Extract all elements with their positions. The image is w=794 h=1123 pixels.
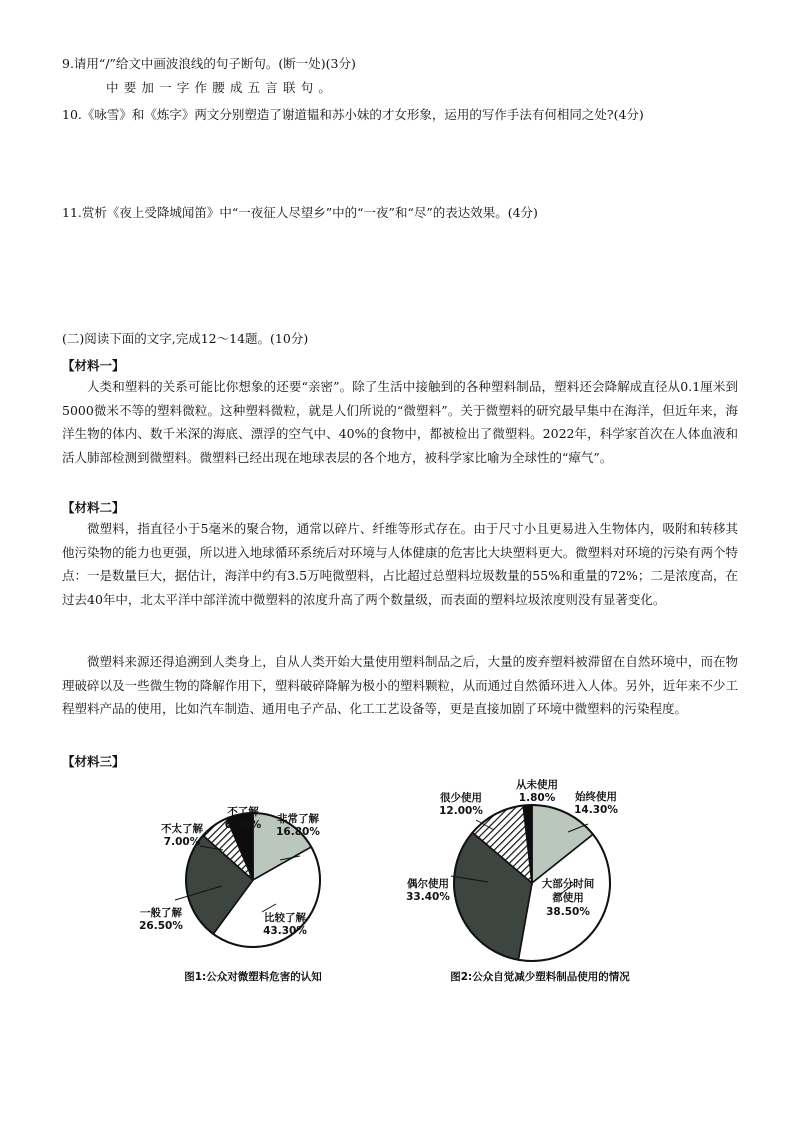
slice-label: 很少使用 bbox=[440, 792, 482, 804]
slice-value: 12.00% bbox=[439, 805, 483, 817]
slice-value: 7.00% bbox=[163, 836, 201, 848]
material-3-heading: 【材料三】 bbox=[62, 754, 125, 769]
slice-label: 一般了解 bbox=[140, 907, 182, 919]
slice-label: 不了解 bbox=[227, 806, 259, 818]
slice-label: 非常了解 bbox=[277, 813, 319, 825]
question-11: 11.赏析《夜上受降城闻笛》中“一夜征人尽望乡”中的“一夜”和“尽”的表达效果。(4分) bbox=[62, 205, 538, 220]
material-1-paragraph: 人类和塑料的关系可能比你想象的还要“亲密”。除了生活中接触到的各种塑料制品，塑料还会降解成直径从0.1厘米到5000微米不等的塑料微粒。这种塑料微粒，就是人们所说的“微塑料”。关于微塑料的研究最早集中在海洋，但近年来，海洋生物的体内、数千米深的海底、漂浮的空气中、40%的食物中，都被检出了微塑料。2022年，科学家首次在人体血液和活人肺部检测到微塑料。微塑料已经出现在地球表层的各个地方，被科学家比喻为全球性的“瘴气”。 bbox=[62, 379, 738, 465]
slice-label: 大部分时间 bbox=[541, 878, 595, 890]
question-10: 10.《咏雪》和《炼字》两文分别塑造了谢道韫和苏小妹的才女形象，运用的写作手法有何相同之处?(4分) bbox=[62, 107, 644, 122]
slice-label: 偶尔使用 bbox=[407, 878, 449, 890]
slice-value: 38.50% bbox=[546, 906, 590, 918]
slice-value: 14.30% bbox=[574, 804, 618, 816]
slice-label: 始终使用 bbox=[575, 791, 617, 803]
slice-value: 16.80% bbox=[276, 826, 320, 838]
chart-title: 图1:公众对微塑料危害的认知 bbox=[184, 971, 322, 983]
slice-label: 不太了解 bbox=[161, 823, 203, 835]
material-2-paragraph-2: 微塑料来源还得追溯到人类身上，自从人类开始大量使用塑料制品之后，大量的废弃塑料被滞留在自然环境中，而在物理破碎以及一些微生物的降解作用下，塑料破碎降解为极小的塑料颗粒，从而通过自然循环进入人体。另外，近年来不少工程塑料产品的使用，比如汽车制造、通用电子产品、化工工艺设备等，更是直接加剧了环境中微塑料的污染程度。 bbox=[62, 654, 738, 716]
chart-title: 图2:公众自觉减少塑料制品使用的情况 bbox=[450, 971, 630, 983]
slice-value: 1.80% bbox=[518, 792, 556, 804]
slice-value: 33.40% bbox=[406, 891, 450, 903]
slice-value: 6.40% bbox=[224, 819, 262, 831]
slice-value: 43.30% bbox=[263, 925, 307, 937]
material-2-paragraph-1: 微塑料，指直径小于5毫米的聚合物，通常以碎片、纤维等形式存在。由于尺寸小且更易进入生物体内，吸附和转移其他污染物的能力也更强，所以进入地球循环系统后对环境与人体健康的危害比大块塑料更大。微塑料对环境的污染有两个特点：一是数量巨大，据估计，海洋中约有3.5万吨微塑料，占比超过总塑料垃圾数量的55%和重量的72%；二是浓度高，在过去40年中，北太平洋中部洋流中微塑料的浓度升高了两个数量级，而表面的塑料垃圾浓度则没有显著变化。 bbox=[62, 521, 738, 607]
question-9-sentence: 中要加一字作腰成五言联句。 bbox=[106, 80, 337, 95]
section-2-title: (二)阅读下面的文字,完成12～14题。(10分) bbox=[62, 331, 309, 346]
question-9: 9.请用“/”给文中画波浪线的句子断句。(断一处)(3分) bbox=[62, 56, 356, 71]
slice-value: 26.50% bbox=[139, 920, 183, 932]
slice-label: 都使用 bbox=[552, 892, 584, 904]
material-2-heading: 【材料二】 bbox=[62, 500, 125, 515]
material-1-heading: 【材料一】 bbox=[62, 358, 125, 373]
slice-label: 比较了解 bbox=[264, 912, 306, 924]
pie-chart-1 bbox=[139, 805, 322, 983]
pie-chart-2 bbox=[406, 778, 630, 983]
slice-label: 从未使用 bbox=[516, 779, 558, 791]
